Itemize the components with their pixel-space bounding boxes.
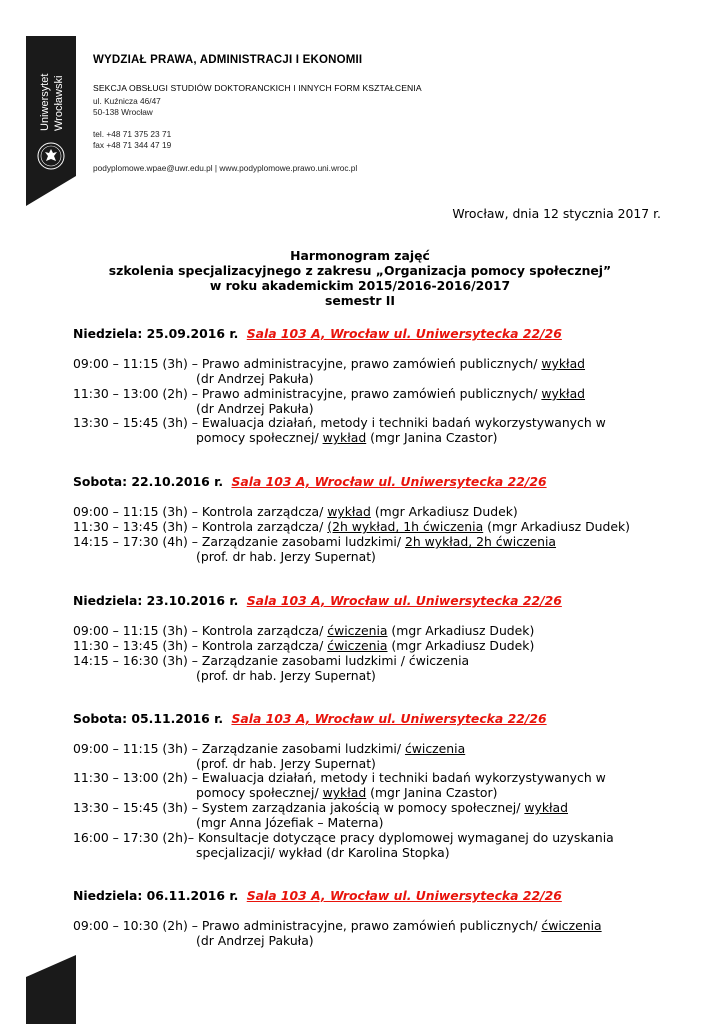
entry-time: 09:00 – 11:15 (3h) – xyxy=(73,356,202,371)
contact-line: podyplomowe.wpae@uwr.edu.pl | www.podyplomowe.prawo.uni.wroc.pl xyxy=(93,163,358,173)
entry-form: wykład xyxy=(524,800,568,815)
fax: fax +48 71 344 47 19 xyxy=(93,140,172,150)
entry-form: (2h wykład, 1h ćwiczenia xyxy=(327,519,484,534)
schedule-entry xyxy=(73,830,614,845)
entry-time: 11:30 – 13:00 (2h) – xyxy=(73,770,202,785)
entry-subject: Kontrola zarządcza/ xyxy=(201,519,328,534)
day-location: Sala 103 A, Wrocław ul. Uniwersytecka 22/26 xyxy=(246,593,562,608)
entry-subject: Ewaluacja działań, metody i techniki badań wykorzystywanych w xyxy=(201,415,606,430)
entry-form: wykład xyxy=(541,356,586,371)
schedule-entry xyxy=(73,504,518,519)
entry-time: 14:15 – 17:30 (4h) – xyxy=(73,534,202,549)
entry-form: wykład xyxy=(322,785,367,800)
entry-subject-cont: pomocy społecznej/ xyxy=(196,785,323,800)
logo-text-line1: Uniwersytet xyxy=(39,73,51,131)
entry-subject: Kontrola zarządcza/ xyxy=(201,623,328,638)
entry-form: wykład xyxy=(322,430,367,445)
entry-subject: Konsultacje dotyczące pracy dyplomowej wymaganej do uzyskania xyxy=(197,830,614,845)
entry-subject: Zarządzanie zasobami ludzkimi / ćwiczenia xyxy=(201,653,470,668)
title-line1: Harmonogram zajęć xyxy=(290,248,430,263)
entry-time: 09:00 – 11:15 (3h) – xyxy=(73,504,202,519)
entry-time: 11:30 – 13:00 (2h) – xyxy=(73,386,202,401)
schedule-entry xyxy=(73,653,469,668)
entry-lecturer: (prof. dr hab. Jerzy Supernat) xyxy=(196,668,376,683)
entry-lecturer: (prof. dr hab. Jerzy Supernat) xyxy=(196,756,376,771)
entry-lecturer: (dr Andrzej Pakuła) xyxy=(196,933,314,948)
entry-lecturer: specjalizacji/ wykład (dr Karolina Stopka) xyxy=(196,845,450,860)
title-line4: semestr II xyxy=(324,293,396,308)
entry-time: 11:30 – 13:45 (3h) – xyxy=(73,519,202,534)
address-city: 50-138 Wrocław xyxy=(93,107,153,117)
entry-lecturer-name: (mgr Janina Czastor) xyxy=(366,785,498,800)
entry-subject: Kontrola zarządcza/ xyxy=(201,504,328,519)
day-location: Sala 103 A, Wrocław ul. Uniwersytecka 22/26 xyxy=(231,474,547,489)
entry-time: 11:30 – 13:45 (3h) – xyxy=(73,638,202,653)
day-label: Niedziela: 06.11.2016 r. xyxy=(73,888,239,903)
entry-lecturer-name: (mgr Arkadiusz Dudek) xyxy=(370,504,518,519)
day-label: Niedziela: 23.10.2016 r. xyxy=(73,593,239,608)
faculty-name: WYDZIAŁ PRAWA, ADMINISTRACJI I EKONOMII xyxy=(93,54,363,66)
entry-lecturer-name: (mgr Arkadiusz Dudek) xyxy=(483,519,630,534)
day-heading xyxy=(73,888,562,903)
entry-subject: Prawo administracyjne, prawo zamówień publicznych/ xyxy=(201,356,542,371)
entry-time: 09:00 – 11:15 (3h) – xyxy=(73,623,202,638)
entry-time: 09:00 – 11:15 (3h) – xyxy=(73,741,202,756)
entry-time: 16:00 – 17:30 (2h)– xyxy=(73,830,198,845)
entry-subject: Prawo administracyjne, prawo zamówień publicznych/ xyxy=(201,918,542,933)
entry-lecturer: (prof. dr hab. Jerzy Supernat) xyxy=(196,549,376,564)
entry-form: ćwiczenia xyxy=(327,638,388,653)
entry-time: 14:15 – 16:30 (3h) – xyxy=(73,653,202,668)
schedule-entry xyxy=(73,415,606,430)
schedule-entry xyxy=(73,519,630,534)
entry-subject: System zarządzania jakością w pomocy społecznej/ xyxy=(201,800,525,815)
entry-form: ćwiczenia xyxy=(327,623,388,638)
entry-form: 2h wykład, 2h ćwiczenia xyxy=(404,534,557,549)
title-line2: szkolenia specjalizacyjnego z zakresu „Organizacja pomocy społecznej” xyxy=(108,263,612,278)
schedule-entry xyxy=(73,770,606,785)
day-location: Sala 103 A, Wrocław ul. Uniwersytecka 22/26 xyxy=(246,326,562,341)
day-heading xyxy=(73,593,562,608)
day-heading xyxy=(73,711,547,726)
schedule-entry xyxy=(73,356,585,371)
document-title xyxy=(60,248,660,308)
schedule-entry xyxy=(73,386,585,401)
schedule-entry xyxy=(73,741,465,756)
section-name: SEKCJA OBSŁUGI STUDIÓW DOKTORANCKICH I INNYCH FORM KSZTAŁCENIA xyxy=(93,83,422,93)
schedule-entry xyxy=(73,534,556,549)
day-label: Sobota: 05.11.2016 r. xyxy=(73,711,224,726)
entry-time: 09:00 – 10:30 (2h) – xyxy=(73,918,202,933)
entry-lecturer-name: (mgr Arkadiusz Dudek) xyxy=(387,623,535,638)
date-line: Wrocław, dnia 12 stycznia 2017 r. xyxy=(452,206,661,221)
entry-form: wykład xyxy=(327,504,371,519)
entry-lecturer: (dr Andrzej Pakuła) xyxy=(196,401,314,416)
entry-form: ćwiczenia xyxy=(404,741,466,756)
entry-form: wykład xyxy=(541,386,586,401)
entry-lecturer-name: (mgr Arkadiusz Dudek) xyxy=(387,638,535,653)
entry-lecturer: (mgr Anna Józefiak – Materna) xyxy=(196,815,384,830)
entry-subject: Zarządzanie zasobami ludzkimi/ xyxy=(201,741,405,756)
entry-subject: Ewaluacja działań, metody i techniki badań wykorzystywanych w xyxy=(201,770,606,785)
day-heading xyxy=(73,326,562,341)
entry-lecturer xyxy=(196,430,497,445)
entry-lecturer-name: (mgr Janina Czastor) xyxy=(366,430,498,445)
entry-lecturer: (dr Andrzej Pakuła) xyxy=(196,371,314,386)
entry-time: 13:30 – 15:45 (3h) – xyxy=(73,800,202,815)
schedule-entry xyxy=(73,623,534,638)
entry-lecturer xyxy=(196,785,497,800)
schedule-entry xyxy=(73,800,568,815)
logo-text-line2: Wrocławski xyxy=(53,75,65,131)
entry-subject: Zarządzanie zasobami ludzkimi/ xyxy=(201,534,405,549)
entry-subject: Prawo administracyjne, prawo zamówień publicznych/ xyxy=(201,386,542,401)
address-street: ul. Kuźnicza 46/47 xyxy=(93,96,161,106)
day-location: Sala 103 A, Wrocław ul. Uniwersytecka 22/26 xyxy=(231,711,547,726)
title-line3: w roku akademickim 2015/2016-2016/2017 xyxy=(209,278,511,293)
footer-band xyxy=(26,955,76,1024)
day-label: Sobota: 22.10.2016 r. xyxy=(73,474,224,489)
day-label: Niedziela: 25.09.2016 r. xyxy=(73,326,239,341)
schedule-entry xyxy=(73,918,602,933)
day-location: Sala 103 A, Wrocław ul. Uniwersytecka 22/26 xyxy=(246,888,562,903)
entry-subject: Kontrola zarządcza/ xyxy=(201,638,328,653)
schedule-entry xyxy=(73,638,534,653)
phone: tel. +48 71 375 23 71 xyxy=(93,129,172,139)
university-logo xyxy=(26,36,76,206)
entry-time: 13:30 – 15:45 (3h) – xyxy=(73,415,202,430)
day-heading xyxy=(73,474,547,489)
entry-subject-cont: pomocy społecznej/ xyxy=(196,430,323,445)
entry-form: ćwiczenia xyxy=(541,918,602,933)
